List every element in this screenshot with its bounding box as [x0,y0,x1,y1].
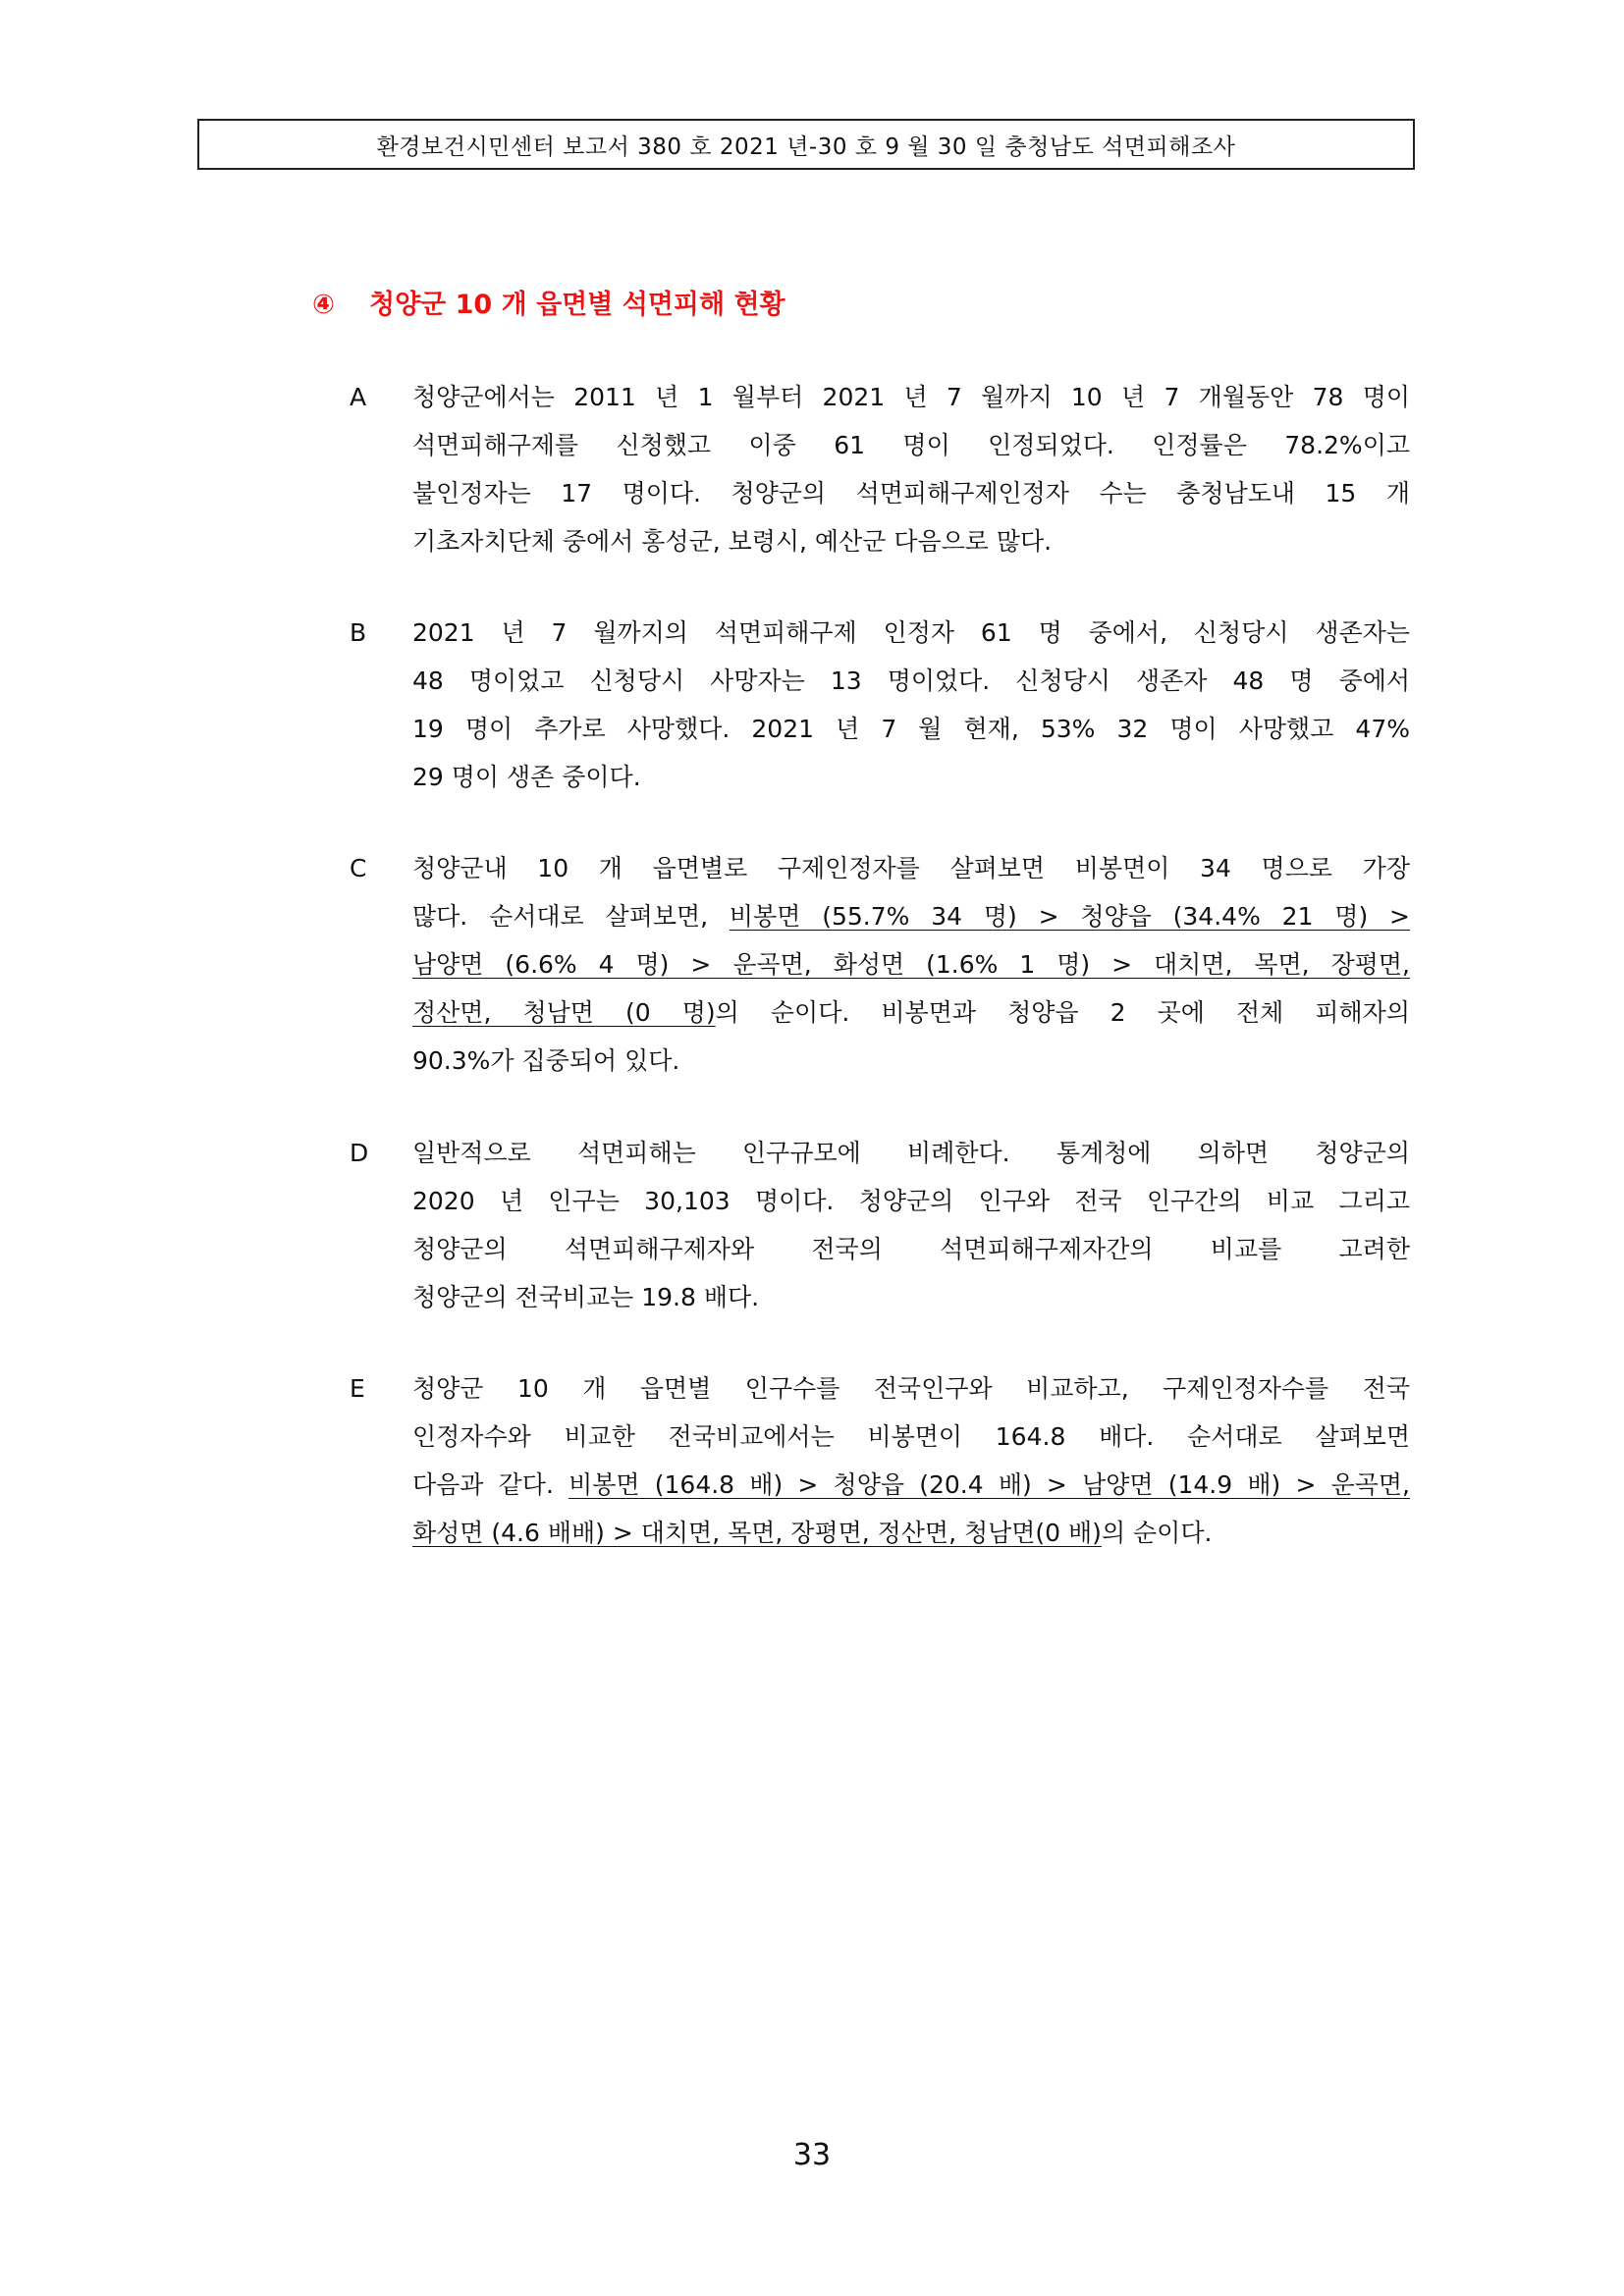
text-line [412,1129,1410,1177]
paragraph-letter: B [350,618,367,647]
underlined-text: 비봉면 (55.7% 34 명) > 청양읍 (34.4% 21 명) > [729,902,1410,931]
text-line [412,1413,1410,1461]
underlined-text: 화성면 (4.6 배배) > 대치면, 목면, 장평면, 정산면, 청남면(0 배) [412,1519,1102,1547]
text-run: 청양군에서는 2011 년 1 월부터 2021 년 7 월까지 10 년 7 개월동안 78 명이 [412,383,1410,411]
underlined-text: 비봉면 (164.8 배) > 청양읍 (20.4 배) > 남양면 (14.9 배) > 운곡면, [568,1470,1410,1499]
text-run: 청양군의 전국비교는 19.8 배다. [412,1283,760,1311]
paragraph-body [412,1364,1410,1557]
text-line [412,657,1410,705]
text-run: 청양군내 10 개 읍면별로 구제인정자를 살펴보면 비봉면이 34 명으로 가장 [412,854,1410,882]
text-run: 19 명이 추가로 사망했다. 2021 년 7 월 현재, 53% 32 명이 사망했고 47% [412,715,1410,743]
paragraph-letter: C [350,854,367,882]
text-run: 90.3%가 집중되어 있다. [412,1046,680,1075]
text-line [412,421,1410,469]
text-run: 의 순이다. [1101,1519,1213,1547]
text-line [412,469,1410,517]
text-run: 청양군 10 개 읍면별 인구수를 전국인구와 비교하고, 구제인정자수를 전국 [412,1374,1410,1403]
paragraph-letter: D [350,1139,369,1167]
section-number: ④ [312,290,335,320]
text-line [412,844,1410,892]
text-line [412,705,1410,753]
paragraph-a [350,373,1410,565]
text-line [412,373,1410,421]
text-line [412,940,1410,988]
text-line [412,988,1410,1037]
paragraph-body [412,1129,1410,1321]
text-run: 일반적으로 석면피해는 인구규모에 비례한다. 통계청에 의하면 청양군의 [412,1139,1410,1167]
text-run: 48 명이었고 신청당시 사망자는 13 명이었다. 신청당시 생존자 48 명 중에서 [412,667,1410,695]
text-run: 2020 년 인구는 30,103 명이다. 청양군의 인구와 전국 인구간의 비교 그리고 [412,1187,1410,1215]
text-run: 2021 년 7 월까지의 석면피해구제 인정자 61 명 중에서, 신청당시 생존자는 [412,618,1410,647]
paragraph-body [412,609,1410,801]
text-line [412,753,1410,801]
text-run: 다음과 같다. [412,1470,569,1499]
paragraph-letter: E [350,1374,365,1403]
paragraph-b [350,609,1410,801]
text-run: 불인정자는 17 명이다. 청양군의 석면피해구제인정자 수는 충청남도내 15 개 [412,479,1410,507]
report-header-text: 환경보건시민센터 보고서 380 호 2021 년-30 호 9 월 30 일 충청남도 석면피해조사 [376,133,1236,160]
paragraph-d [350,1129,1410,1321]
paragraph-c [350,844,1410,1085]
text-line [412,1364,1410,1413]
text-line [412,1509,1410,1557]
page-number: 33 [792,2138,832,2172]
text-line [412,892,1410,940]
text-line [412,517,1410,565]
text-run: 인정자수와 비교한 전국비교에서는 비봉면이 164.8 배다. 순서대로 살펴보면 [412,1422,1410,1451]
text-run: 29 명이 생존 중이다. [412,763,641,791]
text-line [412,1225,1410,1273]
text-run: 청양군의 석면피해구제자와 전국의 석면피해구제자간의 비교를 고려한 [412,1235,1410,1263]
section-title: 청양군 10 개 읍면별 석면피해 현황 [369,290,785,320]
section-heading [312,283,785,321]
underlined-text: 정산면, 청남면 (0 명) [412,998,716,1027]
text-line [412,609,1410,657]
text-line [412,1273,1410,1321]
paragraph-body [412,844,1410,1085]
text-line [412,1461,1410,1509]
text-line [412,1177,1410,1225]
text-run: 석면피해구제를 신청했고 이중 61 명이 인정되었다. 인정률은 78.2%이고 [412,431,1410,459]
paragraph-body [412,373,1410,565]
underlined-text: 남양면 (6.6% 4 명) > 운곡면, 화성면 (1.6% 1 명) > 대치면, 목면, 장평면, [412,950,1410,979]
text-run: 의 순이다. 비봉면과 청양읍 2 곳에 전체 피해자의 [715,998,1410,1027]
paragraph-letter: A [350,383,367,411]
text-run: 기초자치단체 중에서 홍성군, 보령시, 예산군 다음으로 많다. [412,527,1053,556]
paragraph-e [350,1364,1410,1557]
text-run: 많다. 순서대로 살펴보면, [412,902,730,931]
text-line [412,1037,1410,1085]
report-header [197,119,1415,170]
